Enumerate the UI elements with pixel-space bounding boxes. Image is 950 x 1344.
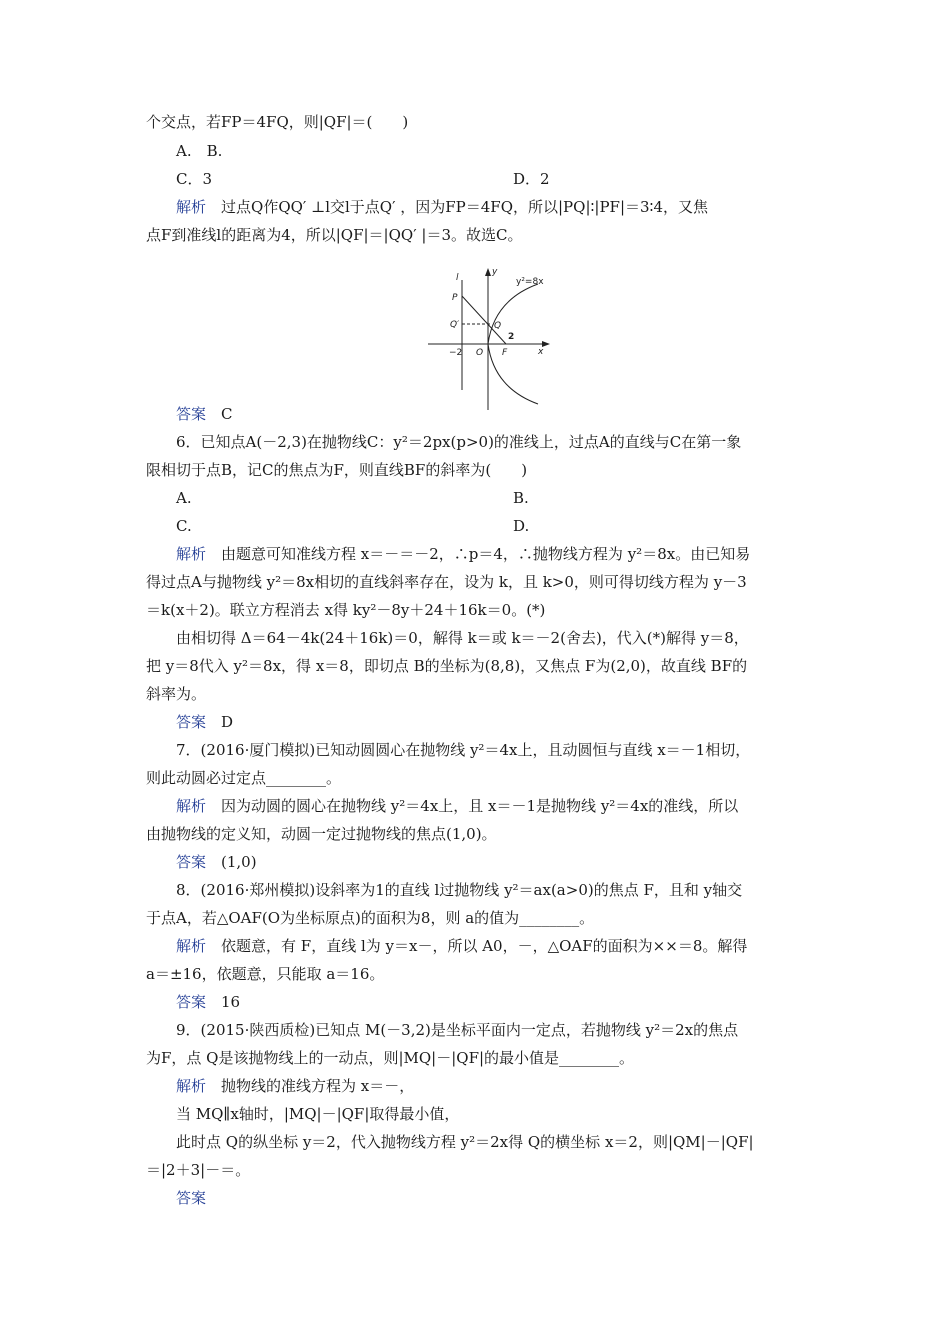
- figure-axis-y-label: y: [492, 267, 498, 277]
- line-text: 斜率为。: [146, 685, 207, 703]
- line-text: 由抛物线的定义知，动圆一定过抛物线的焦点(1,0)。: [146, 825, 497, 843]
- line-text: 9．(2015·陕西质检)已知点 M(－3,2)是坐标平面内一定点，若抛物线 y²＝2x的焦点: [176, 1021, 739, 1039]
- line-text: C: [206, 405, 233, 423]
- line-text: 6．已知点A(－2,3)在抛物线C：y²＝2px(p>0)的准线上，过点A的直线与C在第一象: [176, 433, 742, 451]
- figure-neg-two-label: −2: [449, 348, 463, 358]
- text-line: [176, 1020, 738, 1040]
- labeled-text-line: [176, 197, 708, 217]
- line-text: a＝±16，依题意，只能取 a＝16。: [146, 965, 385, 983]
- text-line: [513, 516, 529, 536]
- text-line: [146, 225, 522, 245]
- labeled-text-line: [176, 992, 240, 1012]
- text-line: [513, 169, 550, 189]
- line-text: C.: [176, 517, 192, 535]
- line-text: 因为动圆的圆心在抛物线 y²＝4x上，且 x＝－1是抛物线 y²＝4x的准线，所以: [206, 797, 739, 815]
- text-line: [176, 740, 750, 760]
- solution-label: 解析: [176, 937, 207, 955]
- answer-label: 答案: [176, 405, 207, 423]
- text-line: [146, 600, 545, 620]
- figure-focus-label: F: [502, 348, 508, 358]
- figure-point-p-label: P: [452, 293, 458, 303]
- line-text: (1,0): [206, 853, 257, 871]
- labeled-text-line: [176, 936, 747, 956]
- line-text: 限相切于点B，记C的焦点为F，则直线BF的斜率为( ): [146, 461, 528, 479]
- text-line: [146, 1160, 250, 1180]
- labeled-text-line: [176, 404, 233, 424]
- line-text: D.: [513, 517, 530, 535]
- labeled-text-line: [176, 712, 233, 732]
- text-line: [176, 1132, 754, 1152]
- answer-label: 答案: [176, 993, 207, 1011]
- line-text: 为F，点 Q是该抛物线上的一动点，则|MQ|－|QF|的最小值是________。: [146, 1049, 635, 1067]
- text-line: [176, 516, 192, 536]
- line-text: A.: [176, 489, 192, 507]
- figure-two-label: 2: [508, 332, 515, 342]
- labeled-text-line: [176, 1188, 206, 1208]
- text-line: [176, 488, 192, 508]
- figure-point-qprime-label: Q′: [450, 320, 460, 330]
- line-text: 依题意，有 F，直线 l为 y＝x－，所以 A0，－，△OAF的面积为××＝8。解得: [206, 937, 748, 955]
- parabola-figure: [420, 262, 560, 412]
- line-text: 由相切得 Δ＝64－4k(24＋16k)＝0，解得 k＝或 k＝－2(舍去)，代入(*)解得 y＝8，: [176, 629, 749, 647]
- line-text: D．2: [513, 170, 550, 188]
- line-text: C．3: [176, 170, 213, 188]
- line-text: 16: [206, 993, 241, 1011]
- line-text: D: [206, 713, 234, 731]
- text-line: [146, 1048, 634, 1068]
- text-line: [176, 628, 749, 648]
- labeled-text-line: [176, 796, 738, 816]
- labeled-text-line: [176, 544, 750, 564]
- text-line: [176, 169, 212, 189]
- text-line: [146, 656, 747, 676]
- answer-label: 答案: [176, 713, 207, 731]
- figure-curve-label: y²=8x: [516, 277, 544, 287]
- line-text: 把 y＝8代入 y²＝8x，得 x＝8，即切点 B的坐标为(8,8)，又焦点 F为(2,0)，故直线 BF的: [146, 657, 748, 675]
- figure-point-q-label: Q: [494, 321, 502, 331]
- line-text: B.: [513, 489, 529, 507]
- text-line: [146, 572, 747, 592]
- text-line: [176, 141, 222, 161]
- line-text: 此时点 Q的纵坐标 y＝2，代入抛物线方程 y²＝2x得 Q的横坐标 x＝2，则|QM|－|QF|: [176, 1133, 754, 1151]
- line-text: 个交点，若FP＝4FQ，则|QF|＝( ): [146, 113, 409, 131]
- line-text: 点F到准线l的距离为4，所以|QF|＝|QQ′ |＝3。故选C。: [146, 226, 523, 244]
- text-line: [146, 684, 206, 704]
- line-text: 得过点A与抛物线 y²＝8x相切的直线斜率存在，设为 k，且 k>0，则可得切线方程为 y－3: [146, 573, 747, 591]
- line-text: 当 MQ∥x轴时，|MQ|－|QF|取得最小值，: [176, 1105, 460, 1123]
- line-text: A. B.: [176, 142, 223, 160]
- answer-label: 答案: [176, 853, 207, 871]
- line-text: ＝|2＋3|－＝。: [146, 1161, 251, 1179]
- text-line: [146, 112, 408, 132]
- figure-axis-x-label: x: [538, 347, 544, 357]
- solution-label: 解析: [176, 1077, 207, 1095]
- labeled-text-line: [176, 852, 257, 872]
- figure-line-l-label: l: [456, 273, 459, 283]
- line-text: 则此动圆必过定点________。: [146, 769, 342, 787]
- line-text: 8．(2016·郑州模拟)设斜率为1的直线 l过抛物线 y²＝ax(a>0)的焦点 F，且和 y轴交: [176, 881, 743, 899]
- line-text: 由题意可知准线方程 x＝－＝－2，∴p＝4，∴抛物线方程为 y²＝8x。由已知易: [206, 545, 751, 563]
- solution-label: 解析: [176, 797, 207, 815]
- text-line: [146, 768, 341, 788]
- solution-label: 解析: [176, 198, 207, 216]
- text-line: [146, 964, 384, 984]
- text-line: [513, 488, 529, 508]
- solution-label: 解析: [176, 545, 207, 563]
- line-text: 7．(2016·厦门模拟)已知动圆圆心在抛物线 y²＝4x上，且动圆恒与直线 x＝－1相切，: [176, 741, 751, 759]
- answer-label: 答案: [176, 1189, 207, 1207]
- text-line: [176, 1104, 459, 1124]
- line-text: ＝k(x＋2)。联立方程消去 x得 ky²－8y＋24＋16k＝0。(*): [146, 601, 546, 619]
- text-line: [146, 824, 497, 844]
- text-line: [146, 460, 527, 480]
- figure-origin-label: O: [476, 348, 484, 358]
- labeled-text-line: [176, 1076, 414, 1096]
- line-text: 于点A，若△OAF(O为坐标原点)的面积为8，则 a的值为________。: [146, 909, 595, 927]
- text-line: [176, 880, 742, 900]
- line-text: 抛物线的准线方程为 x＝－，: [206, 1077, 415, 1095]
- line-text: 过点Q作QQ′ ⊥l交l于点Q′ ，因为FP＝4FQ，所以|PQ|∶|PF|＝3∶4，又焦: [206, 198, 709, 216]
- text-line: [146, 908, 594, 928]
- text-line: [176, 432, 741, 452]
